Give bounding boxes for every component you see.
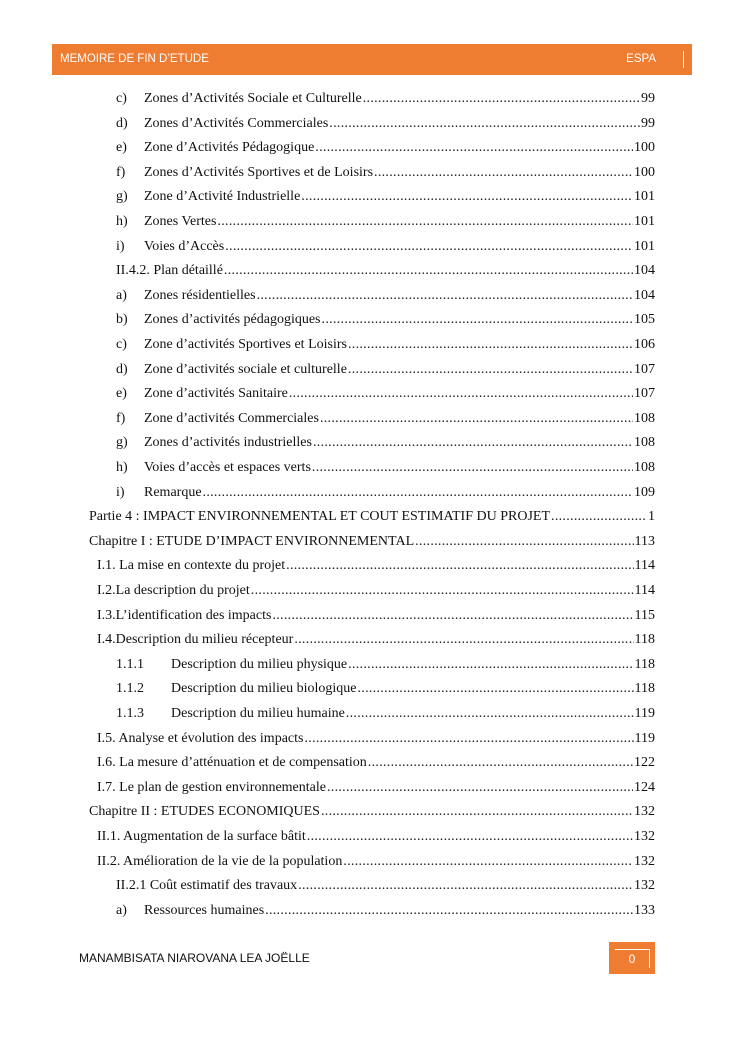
toc-entry-number: c)	[116, 91, 127, 106]
toc-entry[interactable]	[89, 506, 655, 528]
toc-entry[interactable]	[116, 162, 655, 184]
toc-dot-leader	[348, 359, 633, 381]
toc-entry-page: 104	[634, 263, 655, 279]
toc-entry-number: h)	[116, 214, 128, 229]
toc-entry-title: I.1. La mise en contexte du projet	[97, 558, 286, 574]
toc-dot-leader	[321, 801, 633, 823]
toc-entry-title: I.3.L’identification des impacts	[97, 607, 272, 623]
toc-entry-page: 99	[641, 115, 655, 131]
toc-entry[interactable]	[116, 260, 655, 282]
toc-entry-title: Voies d’accès et espaces verts	[144, 460, 311, 475]
toc-entry-page: 114	[634, 558, 655, 574]
toc-entry-number: h)	[116, 460, 128, 475]
toc-entry[interactable]	[116, 654, 655, 676]
toc-entry-page: 132	[634, 829, 655, 844]
toc-dot-leader	[272, 605, 633, 627]
footer-author: MANAMBISATA NIAROVANA LEA JOËLLE	[79, 951, 310, 965]
toc-entry-number: e)	[116, 386, 127, 402]
toc-entry[interactable]	[89, 531, 655, 553]
toc-entry[interactable]	[116, 359, 655, 381]
toc-entry[interactable]	[97, 555, 655, 577]
toc-entry-title: Description du milieu physique	[171, 656, 348, 672]
toc-entry[interactable]	[116, 678, 655, 700]
header-separator	[683, 51, 684, 68]
toc-dot-leader	[224, 260, 633, 282]
toc-entry-page: 132	[634, 804, 655, 820]
toc-entry-title: II.2. Amélioration de la vie de la population	[97, 853, 343, 869]
toc-entry-page: 118	[634, 681, 655, 697]
toc-entry-page: 107	[634, 386, 655, 402]
toc-entry-page: 108	[634, 435, 655, 451]
toc-entry-page: 115	[634, 607, 655, 623]
toc-entry[interactable]	[116, 211, 655, 233]
toc-entry-title: Zone d’Activité Industrielle	[144, 189, 301, 205]
toc-entry-title: Description du milieu humaine	[171, 706, 345, 721]
toc-entry-title: I.6. La mesure d’atténuation et de compensation	[97, 755, 367, 771]
toc-entry-title: II.1. Augmentation de la surface bâtit	[97, 829, 306, 844]
toc-dot-leader	[225, 236, 633, 258]
toc-entry[interactable]	[116, 432, 655, 454]
toc-entry-number: 1.1.3	[116, 706, 144, 721]
toc-entry-number: b)	[116, 312, 128, 328]
page-number: 0	[615, 949, 650, 968]
toc-dot-leader	[551, 506, 647, 528]
toc-entry-number: 1.1.1	[116, 656, 144, 672]
toc-dot-leader	[346, 703, 634, 725]
toc-dot-leader	[203, 482, 633, 504]
toc-entry[interactable]	[116, 285, 655, 307]
toc-entry-page: 100	[634, 140, 655, 156]
toc-entry-number: d)	[116, 115, 128, 131]
toc-entry[interactable]	[97, 629, 655, 651]
toc-entry[interactable]	[97, 777, 655, 799]
toc-dot-leader	[265, 900, 633, 922]
page-number-box	[609, 942, 655, 974]
toc-entry-page: 101	[634, 214, 655, 229]
toc-entry-page: 104	[634, 287, 655, 303]
toc-entry-page: 106	[634, 337, 655, 352]
toc-entry[interactable]	[116, 88, 655, 110]
toc-entry-number: d)	[116, 361, 128, 377]
toc-entry-title: I.4.Description du milieu récepteur	[97, 632, 294, 648]
toc-entry[interactable]	[116, 875, 655, 897]
toc-dot-leader	[312, 457, 633, 479]
toc-dot-leader	[307, 826, 633, 848]
toc-entry-number: e)	[116, 140, 127, 156]
toc-entry[interactable]	[97, 826, 655, 848]
toc-entry[interactable]	[116, 186, 655, 208]
toc-entry[interactable]	[97, 851, 655, 873]
toc-entry-title: Zones d’Activités Sociale et Culturelle	[144, 91, 362, 106]
toc-dot-leader	[415, 531, 633, 553]
toc-dot-leader	[289, 383, 633, 405]
toc-dot-leader	[357, 678, 633, 700]
toc-entry-title: Zones d’activités pédagogiques	[144, 312, 321, 328]
toc-entry-number: f)	[116, 410, 126, 426]
toc-entry-title: I.5. Analyse et évolution des impacts	[97, 730, 304, 746]
toc-dot-leader	[363, 88, 640, 110]
toc-entry-page: 105	[634, 312, 655, 328]
toc-dot-leader	[315, 137, 633, 159]
toc-dot-leader	[301, 186, 633, 208]
toc-entry-number: f)	[116, 164, 126, 180]
toc-entry[interactable]	[97, 752, 655, 774]
toc-entry-page: 114	[634, 583, 655, 598]
toc-entry-title: Zone d’activités Commerciales	[144, 410, 319, 426]
toc-entry-title: Description du milieu biologique	[171, 681, 357, 697]
toc-entry-page: 118	[634, 656, 655, 672]
toc-entry-title: Zones d’Activités Sportives et de Loisirs	[144, 164, 374, 180]
toc-entry[interactable]	[97, 605, 655, 627]
toc-entry-number: i)	[116, 238, 125, 254]
toc-dot-leader	[286, 555, 633, 577]
toc-dot-leader	[348, 334, 633, 356]
toc-entry-title: Voies d’Accès	[144, 238, 225, 254]
toc-entry[interactable]	[116, 457, 655, 479]
toc-dot-leader	[368, 752, 633, 774]
toc-entry-title: Remarque	[144, 484, 202, 500]
header-title: MEMOIRE DE FIN D’ETUDE	[60, 53, 209, 65]
toc-dot-leader	[257, 285, 633, 307]
toc-entry-page: 133	[634, 902, 655, 918]
toc-entry[interactable]	[116, 113, 655, 135]
toc-dot-leader	[343, 851, 633, 873]
toc-entry-title: Chapitre I : ETUDE D’IMPACT ENVIRONNEMENTAL	[89, 533, 415, 549]
toc-entry-number: g)	[116, 189, 128, 205]
toc-entry-page: 101	[634, 189, 655, 205]
toc-entry[interactable]	[116, 408, 655, 430]
toc-entry[interactable]	[116, 236, 655, 258]
toc-entry-title: Zone d’Activités Pédagogique	[144, 140, 315, 156]
toc-dot-leader	[329, 113, 640, 135]
toc-entry-number: g)	[116, 435, 128, 451]
toc-dot-leader	[327, 777, 633, 799]
header-school: ESPA	[626, 53, 656, 65]
toc-dot-leader	[298, 875, 633, 897]
toc-dot-leader	[313, 432, 633, 454]
toc-entry-title: Zones d’Activités Commerciales	[144, 115, 329, 131]
toc-entry-title: I.2.La description du projet	[97, 583, 250, 598]
toc-dot-leader	[374, 162, 633, 184]
toc-entry[interactable]	[116, 383, 655, 405]
toc-entry-number: a)	[116, 902, 127, 918]
toc-entry-page: 122	[634, 755, 655, 771]
page-header	[52, 44, 692, 75]
toc-entry-page: 132	[634, 853, 655, 869]
toc-entry-page: 108	[634, 460, 655, 475]
toc-entry-title: II.4.2. Plan détaillé	[116, 263, 223, 279]
toc-entry-page: 109	[634, 484, 655, 500]
toc-entry-title: Zone d’activités Sportives et Loisirs	[144, 337, 347, 352]
toc-entry[interactable]	[89, 801, 655, 823]
toc-entry-page: 119	[634, 730, 655, 746]
toc-entry[interactable]	[116, 309, 655, 331]
toc-entry-page: 119	[634, 706, 655, 721]
toc-entry-page: 100	[634, 164, 655, 180]
toc-entry-page: 107	[634, 361, 655, 377]
toc-dot-leader	[348, 654, 633, 676]
toc-dot-leader	[217, 211, 633, 233]
toc-dot-leader	[322, 309, 633, 331]
toc-entry-number: c)	[116, 337, 127, 352]
toc-entry-page: 101	[634, 238, 655, 254]
toc-entry-page: 108	[634, 410, 655, 426]
toc-entry-title: Zone d’activités sociale et culturelle	[144, 361, 347, 377]
toc-entry-title: Zones résidentielles	[144, 287, 256, 303]
toc-entry-page: 118	[634, 632, 655, 648]
toc-dot-leader	[251, 580, 634, 602]
toc-entry[interactable]	[116, 137, 655, 159]
toc-entry-page: 1	[648, 509, 655, 525]
toc-entry-title: Partie 4 : IMPACT ENVIRONNEMENTAL ET COUT ESTIMATIF DU PROJET	[89, 509, 551, 525]
toc-entry[interactable]	[97, 728, 655, 750]
toc-entry-title: Chapitre II : ETUDES ECONOMIQUES	[89, 804, 320, 820]
toc-entry[interactable]	[116, 334, 655, 356]
toc-entry-title: Zones d’activités industrielles	[144, 435, 312, 451]
toc-entry-title: Zones Vertes	[144, 214, 217, 229]
toc-entry-page: 132	[634, 878, 655, 894]
toc-entry-number: 1.1.2	[116, 681, 144, 697]
toc-entry-number: i)	[116, 484, 125, 500]
toc-dot-leader	[320, 408, 633, 430]
toc-entry-title: II.2.1 Coût estimatif des travaux	[116, 878, 298, 894]
toc-entry[interactable]	[116, 482, 655, 504]
toc-entry-title: Ressources humaines	[144, 902, 265, 918]
toc-entry[interactable]	[116, 900, 655, 922]
toc-entry-title: Zone d’activités Sanitaire	[144, 386, 288, 402]
toc-entry-page: 99	[641, 91, 655, 106]
toc-entry-title: I.7. Le plan de gestion environnementale	[97, 779, 326, 795]
toc-entry[interactable]	[97, 580, 655, 602]
toc-entry[interactable]	[116, 703, 655, 725]
toc-entry-number: a)	[116, 287, 127, 303]
toc-dot-leader	[304, 728, 633, 750]
toc-entry-page: 113	[634, 533, 655, 549]
toc-entry-page: 124	[634, 779, 655, 795]
toc-dot-leader	[294, 629, 633, 651]
